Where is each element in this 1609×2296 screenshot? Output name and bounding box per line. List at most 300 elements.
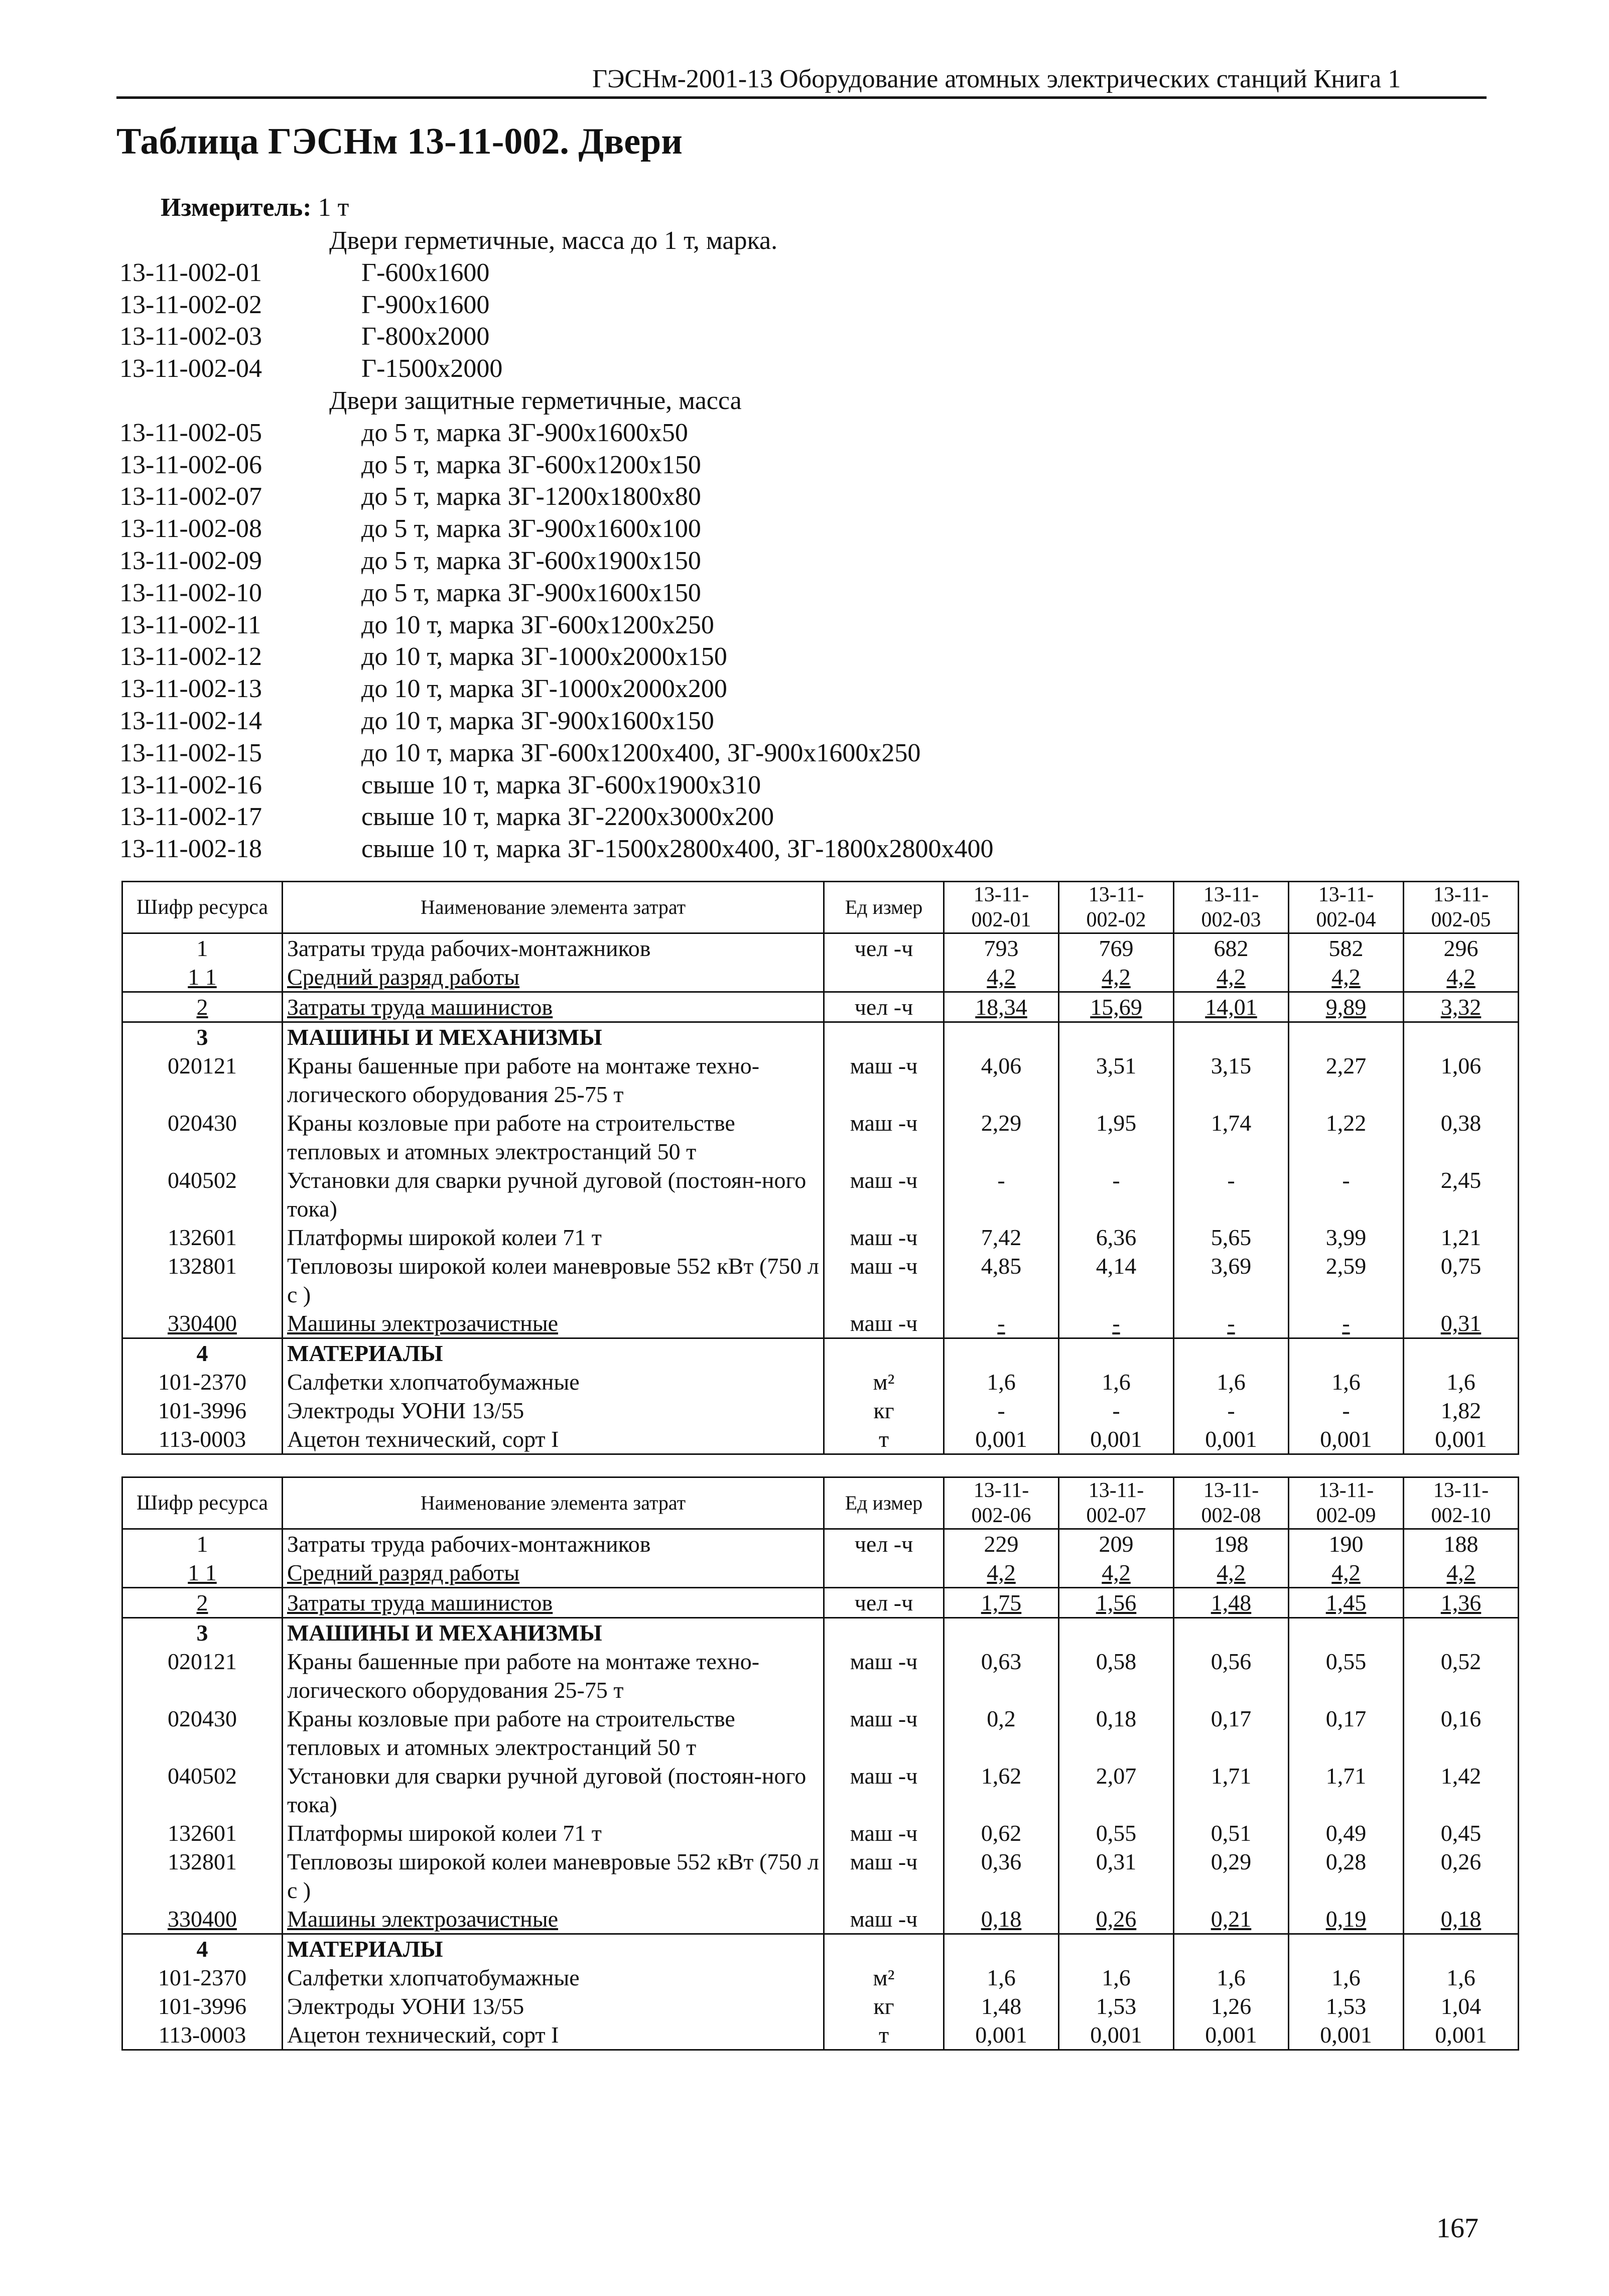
header-norm-code xyxy=(1404,882,1519,933)
resource-name: Краны башенные при работе на монтаже техно-логического оборудования 25-75 т xyxy=(283,1051,824,1109)
resource-code: 1 1 xyxy=(122,963,283,992)
header-name: Наименование элемента затрат xyxy=(283,1477,824,1529)
resource-code: 020430 xyxy=(122,1109,283,1166)
resource-value: 15,69 xyxy=(1059,992,1174,1022)
norm-code-row xyxy=(119,769,1324,801)
resource-value: 4,2 xyxy=(1174,963,1289,992)
resource-unit xyxy=(824,1618,944,1648)
resource-value: 1,6 xyxy=(1289,1963,1404,1992)
resource-code: 132601 xyxy=(122,1819,283,1847)
norm-code-row xyxy=(119,481,1324,513)
resource-value xyxy=(944,1618,1059,1648)
resource-value: 1,42 xyxy=(1404,1762,1519,1819)
resource-value xyxy=(1404,1338,1519,1368)
norm-code: 13-11-002-12 xyxy=(119,642,262,671)
resource-value xyxy=(1289,1022,1404,1052)
norm-code-row xyxy=(119,609,1324,641)
table-row xyxy=(122,963,1519,992)
resource-code: 101-2370 xyxy=(122,1963,283,1992)
resource-code: 330400 xyxy=(122,1309,283,1338)
resource-code: 040502 xyxy=(122,1762,283,1819)
resource-unit: м² xyxy=(824,1368,944,1396)
resource-name: МАТЕРИАЛЫ xyxy=(283,1934,824,1964)
norm-code-row xyxy=(119,833,1324,865)
resource-value: - xyxy=(944,1396,1059,1425)
resource-unit xyxy=(824,1022,944,1052)
resource-value: 4,06 xyxy=(944,1051,1059,1109)
header-norm-code xyxy=(944,1477,1059,1529)
resource-value: 5,65 xyxy=(1174,1223,1289,1252)
table-row xyxy=(122,1529,1519,1559)
norm-code-row xyxy=(119,225,1324,257)
resource-value: - xyxy=(1289,1166,1404,1223)
header-norm-code-line2: 002-07 xyxy=(1086,1504,1146,1527)
resource-value: 1,6 xyxy=(1289,1368,1404,1396)
resource-value: 582 xyxy=(1289,933,1404,963)
resource-value xyxy=(944,1338,1059,1368)
resource-value: 1,56 xyxy=(1059,1588,1174,1618)
norm-code: 13-11-002-03 xyxy=(119,322,262,351)
table-row xyxy=(122,1704,1519,1762)
table-row xyxy=(122,1847,1519,1905)
resource-name: Салфетки хлопчатобумажные xyxy=(283,1368,824,1396)
table-row xyxy=(122,1647,1519,1704)
resource-value: 0,26 xyxy=(1404,1847,1519,1905)
resource-code: 101-2370 xyxy=(122,1368,283,1396)
resource-name: Средний разряд работы xyxy=(283,963,824,992)
norm-code-row xyxy=(119,737,1324,769)
table-row xyxy=(122,1762,1519,1819)
resource-value: 0,001 xyxy=(1289,2020,1404,2050)
norm-description: свыше 10 т, марка ЗГ-1500х2800х400, ЗГ-1800х2800х400 xyxy=(361,835,994,864)
resource-value: 0,001 xyxy=(944,1425,1059,1454)
resource-value: 0,18 xyxy=(1059,1704,1174,1762)
section-row xyxy=(122,1338,1519,1368)
resource-value: 0,17 xyxy=(1289,1704,1404,1762)
table-row xyxy=(122,1396,1519,1425)
resource-value xyxy=(1404,1934,1519,1964)
header-norm-code xyxy=(1174,1477,1289,1529)
resource-value: 0,55 xyxy=(1289,1647,1404,1704)
meter-value: 1 т xyxy=(318,193,349,222)
resource-code: 3 xyxy=(122,1618,283,1648)
resource-value xyxy=(1059,1618,1174,1648)
table-row xyxy=(122,1252,1519,1309)
norm-description: до 10 т, марка ЗГ-1000х2000х200 xyxy=(361,674,727,704)
table-row xyxy=(122,1819,1519,1847)
table-row xyxy=(122,992,1519,1022)
resource-unit xyxy=(824,1338,944,1368)
resource-value: 14,01 xyxy=(1174,992,1289,1022)
resource-name: МАШИНЫ И МЕХАНИЗМЫ xyxy=(283,1618,824,1648)
resource-value: 682 xyxy=(1174,933,1289,963)
resource-value: 1,6 xyxy=(1059,1368,1174,1396)
resource-value: 0,001 xyxy=(1174,2020,1289,2050)
resource-value: 3,15 xyxy=(1174,1051,1289,1109)
resource-value: 793 xyxy=(944,933,1059,963)
resource-value: 9,89 xyxy=(1289,992,1404,1022)
norm-description: до 5 т, марка ЗГ-600х1200х150 xyxy=(361,450,701,479)
resource-value xyxy=(1174,1338,1289,1368)
resource-value xyxy=(1059,1338,1174,1368)
header-norm-code-line1: 13-11- xyxy=(1433,883,1489,906)
resource-code: 4 xyxy=(122,1338,283,1368)
resource-value xyxy=(944,1022,1059,1052)
resource-value: 1,36 xyxy=(1404,1588,1519,1618)
resource-value: 1,6 xyxy=(1174,1368,1289,1396)
resource-value xyxy=(1289,1618,1404,1648)
resource-unit: маш -ч xyxy=(824,1051,944,1109)
resource-value: 1,45 xyxy=(1289,1588,1404,1618)
norm-description: до 10 т, марка ЗГ-600х1200х400, ЗГ-900х1600х250 xyxy=(361,738,921,767)
resource-value: 0,63 xyxy=(944,1647,1059,1704)
header-norm-code xyxy=(1059,882,1174,933)
header-norm-code-line1: 13-11- xyxy=(1433,1479,1489,1502)
resource-unit: чел -ч xyxy=(824,933,944,963)
norm-description: до 10 т, марка ЗГ-900х1600х150 xyxy=(361,706,714,735)
resource-value: 1,6 xyxy=(944,1368,1059,1396)
table-row xyxy=(122,2020,1519,2050)
resource-code: 1 xyxy=(122,933,283,963)
norm-code: 13-11-002-10 xyxy=(119,578,262,607)
norm-description: до 5 т, марка ЗГ-600х1900х150 xyxy=(361,546,701,575)
table-title: Таблица ГЭСНм 13-11-002. Двери xyxy=(116,121,683,162)
norm-code: 13-11-002-13 xyxy=(119,674,262,704)
norm-code-row xyxy=(119,289,1324,321)
meter-label: Измеритель: xyxy=(161,193,312,222)
resource-unit: маш -ч xyxy=(824,1847,944,1905)
resource-value xyxy=(1059,1022,1174,1052)
resource-value: 0,18 xyxy=(944,1905,1059,1934)
resource-value xyxy=(1289,1934,1404,1964)
table-row xyxy=(122,1992,1519,2020)
norm-description: до 5 т, марка ЗГ-900х1600х50 xyxy=(361,418,688,447)
table-row xyxy=(122,1223,1519,1252)
resource-name: Затраты труда рабочих-монтажников xyxy=(283,1529,824,1559)
header-norm-code-line1: 13-11- xyxy=(973,883,1029,906)
header-norm-code-line2: 002-02 xyxy=(1086,908,1146,931)
resource-value: 1,48 xyxy=(1174,1588,1289,1618)
norm-description: Г-800х2000 xyxy=(361,322,490,351)
header-norm-code xyxy=(1289,882,1404,933)
header-norm-code-line2: 002-06 xyxy=(971,1504,1031,1527)
resource-name: Электроды УОНИ 13/55 xyxy=(283,1396,824,1425)
resource-value: 1,62 xyxy=(944,1762,1059,1819)
resource-unit xyxy=(824,1558,944,1588)
norm-code-row xyxy=(119,577,1324,609)
resource-value: 1,82 xyxy=(1404,1396,1519,1425)
resource-value: 296 xyxy=(1404,933,1519,963)
table-row xyxy=(122,1368,1519,1396)
resource-value: - xyxy=(1174,1309,1289,1338)
resource-name: Затраты труда машинистов xyxy=(283,1588,824,1618)
resource-value: 4,2 xyxy=(1174,1558,1289,1588)
table-row xyxy=(122,1425,1519,1454)
resource-unit: маш -ч xyxy=(824,1704,944,1762)
resource-value: - xyxy=(1059,1309,1174,1338)
resource-value: 0,75 xyxy=(1404,1252,1519,1309)
header-norm-code-line1: 13-11- xyxy=(1088,883,1144,906)
resource-value: 1,71 xyxy=(1289,1762,1404,1819)
norm-description: Г-1500х2000 xyxy=(361,354,503,383)
resource-value: 2,29 xyxy=(944,1109,1059,1166)
resource-unit: маш -ч xyxy=(824,1647,944,1704)
resource-name: МАШИНЫ И МЕХАНИЗМЫ xyxy=(283,1022,824,1052)
norm-code: 13-11-002-07 xyxy=(119,482,262,511)
resource-value: 0,36 xyxy=(944,1847,1059,1905)
resource-unit: маш -ч xyxy=(824,1109,944,1166)
table-row xyxy=(122,1051,1519,1109)
resource-name: Машины электрозачистные xyxy=(283,1905,824,1934)
norm-code: 13-11-002-14 xyxy=(119,706,262,735)
header-norm-code-line2: 002-09 xyxy=(1316,1504,1376,1527)
header-norm-code-line1: 13-11- xyxy=(1203,1479,1259,1502)
norm-description: до 10 т, марка ЗГ-1000х2000х150 xyxy=(361,642,727,671)
resource-value: 18,34 xyxy=(944,992,1059,1022)
resource-name: МАТЕРИАЛЫ xyxy=(283,1338,824,1368)
header-shifr: Шифр ресурса xyxy=(122,882,283,933)
resource-code: 113-0003 xyxy=(122,2020,283,2050)
resource-value xyxy=(1174,1934,1289,1964)
resource-value: 198 xyxy=(1174,1529,1289,1559)
resource-value: 0,49 xyxy=(1289,1819,1404,1847)
table-row xyxy=(122,1588,1519,1618)
resource-code: 3 xyxy=(122,1022,283,1052)
resource-value: 1,6 xyxy=(944,1963,1059,1992)
norm-code: 13-11-002-16 xyxy=(119,770,262,799)
header-norm-code xyxy=(1059,1477,1174,1529)
resource-value: 0,001 xyxy=(1059,2020,1174,2050)
resource-name: Установки для сварки ручной дуговой (постоян-ного тока) xyxy=(283,1762,824,1819)
section-row xyxy=(122,1934,1519,1964)
norm-description: до 5 т, марка ЗГ-1200х1800х80 xyxy=(361,482,701,511)
header-norm-code-line1: 13-11- xyxy=(1088,1479,1144,1502)
norm-description: свыше 10 т, марка ЗГ-2200х3000х200 xyxy=(361,802,774,832)
norm-description: до 5 т, марка ЗГ-900х1600х100 xyxy=(361,514,701,544)
norm-code-row xyxy=(119,705,1324,737)
resource-unit: маш -ч xyxy=(824,1905,944,1934)
resource-value: 3,99 xyxy=(1289,1223,1404,1252)
resource-value: 7,42 xyxy=(944,1223,1059,1252)
resource-name: Средний разряд работы xyxy=(283,1558,824,1588)
resource-value: 1,6 xyxy=(1059,1963,1174,1992)
resource-value: 0,001 xyxy=(1404,1425,1519,1454)
resource-value: 4,2 xyxy=(1289,1558,1404,1588)
norm-code: 13-11-002-06 xyxy=(119,450,262,479)
norm-group-title: Двери герметичные, масса до 1 т, марка. xyxy=(329,226,778,255)
header-norm-code-line1: 13-11- xyxy=(1318,883,1374,906)
resource-name: Салфетки хлопчатобумажные xyxy=(283,1963,824,1992)
table-row xyxy=(122,1905,1519,1934)
resource-value: 4,2 xyxy=(1404,1558,1519,1588)
resource-value: 1,53 xyxy=(1289,1992,1404,2020)
resource-table-1 xyxy=(121,881,1519,1455)
resource-value: 0,001 xyxy=(1059,1425,1174,1454)
resource-code: 132801 xyxy=(122,1252,283,1309)
norm-code-row xyxy=(119,353,1324,385)
resource-value: 0,38 xyxy=(1404,1109,1519,1166)
table-row xyxy=(122,1166,1519,1223)
resource-code: 113-0003 xyxy=(122,1425,283,1454)
resource-value xyxy=(1404,1618,1519,1648)
header-unit: Ед измер xyxy=(824,882,944,933)
resource-code: 132601 xyxy=(122,1223,283,1252)
resource-value: 2,45 xyxy=(1404,1166,1519,1223)
resource-value: 1,22 xyxy=(1289,1109,1404,1166)
resource-value: 4,2 xyxy=(944,963,1059,992)
resource-value: 1,95 xyxy=(1059,1109,1174,1166)
resource-value: - xyxy=(1059,1166,1174,1223)
resource-value: 0,56 xyxy=(1174,1647,1289,1704)
resource-value: 0,45 xyxy=(1404,1819,1519,1847)
resource-value: 1,6 xyxy=(1174,1963,1289,1992)
resource-value: 0,62 xyxy=(944,1819,1059,1847)
resource-name: Тепловозы широкой колеи маневровые 552 кВт (750 л с ) xyxy=(283,1847,824,1905)
resource-value: 4,2 xyxy=(1059,1558,1174,1588)
resource-value: 6,36 xyxy=(1059,1223,1174,1252)
resource-value xyxy=(1059,1934,1174,1964)
resource-name: Машины электрозачистные xyxy=(283,1309,824,1338)
resource-code: 330400 xyxy=(122,1905,283,1934)
resource-value: - xyxy=(944,1309,1059,1338)
resource-value: 1,48 xyxy=(944,1992,1059,2020)
resource-value: 1,74 xyxy=(1174,1109,1289,1166)
resource-unit: т xyxy=(824,1425,944,1454)
header-norm-code xyxy=(944,882,1059,933)
resource-name: Краны козловые при работе на строительстве тепловых и атомных электростанций 50 т xyxy=(283,1704,824,1762)
table-row xyxy=(122,1309,1519,1338)
resource-unit: кг xyxy=(824,1992,944,2020)
resource-value xyxy=(1174,1022,1289,1052)
resource-code: 101-3996 xyxy=(122,1992,283,2020)
header-norm-code xyxy=(1174,882,1289,933)
norm-code-row xyxy=(119,641,1324,673)
resource-code: 020121 xyxy=(122,1647,283,1704)
resource-unit: чел -ч xyxy=(824,992,944,1022)
resource-name: Краны башенные при работе на монтаже техно-логического оборудования 25-75 т xyxy=(283,1647,824,1704)
resource-value: 0,55 xyxy=(1059,1819,1174,1847)
resource-unit: чел -ч xyxy=(824,1529,944,1559)
norm-code-row xyxy=(119,513,1324,545)
header-norm-code xyxy=(1404,1477,1519,1529)
resource-unit xyxy=(824,1934,944,1964)
header-norm-code-line2: 002-10 xyxy=(1431,1504,1491,1527)
resource-unit: т xyxy=(824,2020,944,2050)
resource-unit: маш -ч xyxy=(824,1819,944,1847)
resource-code: 020121 xyxy=(122,1051,283,1109)
resource-value: 0,51 xyxy=(1174,1819,1289,1847)
resource-code: 4 xyxy=(122,1934,283,1964)
meter-line xyxy=(161,193,349,222)
resource-value: 4,85 xyxy=(944,1252,1059,1309)
resource-value: 1,06 xyxy=(1404,1051,1519,1109)
resource-name: Платформы широкой колеи 71 т xyxy=(283,1819,824,1847)
resource-unit: чел -ч xyxy=(824,1588,944,1618)
norm-description: до 10 т, марка ЗГ-600х1200х250 xyxy=(361,610,714,639)
resource-code: 040502 xyxy=(122,1166,283,1223)
resource-value: 0,26 xyxy=(1059,1905,1174,1934)
table-row xyxy=(122,1558,1519,1588)
resource-value: - xyxy=(1174,1166,1289,1223)
header-norm-code-line1: 13-11- xyxy=(1318,1479,1374,1502)
resource-value xyxy=(1404,1022,1519,1052)
norm-group-title: Двери защитные герметичные, масса xyxy=(329,386,742,415)
header-norm-code xyxy=(1289,1477,1404,1529)
resource-unit: маш -ч xyxy=(824,1252,944,1309)
resource-name: Установки для сварки ручной дуговой (постоян-ного тока) xyxy=(283,1166,824,1223)
resource-table-2 xyxy=(121,1476,1519,2051)
resource-value: 769 xyxy=(1059,933,1174,963)
resource-unit: маш -ч xyxy=(824,1223,944,1252)
norm-code: 13-11-002-01 xyxy=(119,258,262,287)
norm-code: 13-11-002-05 xyxy=(119,418,262,447)
resource-code: 1 1 xyxy=(122,1558,283,1588)
resource-value: 2,59 xyxy=(1289,1252,1404,1309)
resource-value: 0,29 xyxy=(1174,1847,1289,1905)
norm-code: 13-11-002-15 xyxy=(119,738,262,767)
resource-value: 0,31 xyxy=(1059,1847,1174,1905)
page-number: 167 xyxy=(1436,2213,1479,2244)
resource-value: 0,17 xyxy=(1174,1704,1289,1762)
resource-value: 0,2 xyxy=(944,1704,1059,1762)
norm-code-row xyxy=(119,385,1324,417)
resource-unit: м² xyxy=(824,1963,944,1992)
resource-unit: маш -ч xyxy=(824,1762,944,1819)
norm-code-row xyxy=(119,449,1324,481)
norm-code-row xyxy=(119,801,1324,833)
norm-code: 13-11-002-04 xyxy=(119,354,262,383)
norm-code: 13-11-002-09 xyxy=(119,546,262,575)
resource-value: 0,001 xyxy=(944,2020,1059,2050)
resource-value: 229 xyxy=(944,1529,1059,1559)
table-row xyxy=(122,1109,1519,1166)
norm-code: 13-11-002-02 xyxy=(119,290,262,319)
header-norm-code-line2: 002-01 xyxy=(971,908,1031,931)
resource-value: 4,2 xyxy=(944,1558,1059,1588)
resource-unit: кг xyxy=(824,1396,944,1425)
resource-value: - xyxy=(1174,1396,1289,1425)
resource-value xyxy=(1174,1618,1289,1648)
header-norm-code-line2: 002-08 xyxy=(1201,1504,1261,1527)
table-row xyxy=(122,1963,1519,1992)
section-row xyxy=(122,1618,1519,1648)
resource-value: 0,58 xyxy=(1059,1647,1174,1704)
resource-value: 1,6 xyxy=(1404,1368,1519,1396)
resource-value: 188 xyxy=(1404,1529,1519,1559)
resource-name: Ацетон технический, сорт I xyxy=(283,2020,824,2050)
norm-code-row xyxy=(119,321,1324,353)
resource-value: 4,2 xyxy=(1059,963,1174,992)
resource-value: 2,27 xyxy=(1289,1051,1404,1109)
resource-value: 190 xyxy=(1289,1529,1404,1559)
header-norm-code-line1: 13-11- xyxy=(1203,883,1259,906)
resource-value: - xyxy=(1289,1396,1404,1425)
norm-code-row xyxy=(119,257,1324,289)
resource-value: 1,53 xyxy=(1059,1992,1174,2020)
resource-unit: маш -ч xyxy=(824,1309,944,1338)
header-row xyxy=(122,1477,1519,1529)
resource-value: 1,75 xyxy=(944,1588,1059,1618)
norm-code: 13-11-002-18 xyxy=(119,835,262,864)
section-row xyxy=(122,1022,1519,1052)
resource-value: - xyxy=(1059,1396,1174,1425)
resource-value: 3,32 xyxy=(1404,992,1519,1022)
norm-code: 13-11-002-17 xyxy=(119,802,262,832)
resource-name: Затраты труда рабочих-монтажников xyxy=(283,933,824,963)
norm-code: 13-11-002-11 xyxy=(119,610,261,639)
resource-value: 3,69 xyxy=(1174,1252,1289,1309)
resource-value xyxy=(1289,1338,1404,1368)
